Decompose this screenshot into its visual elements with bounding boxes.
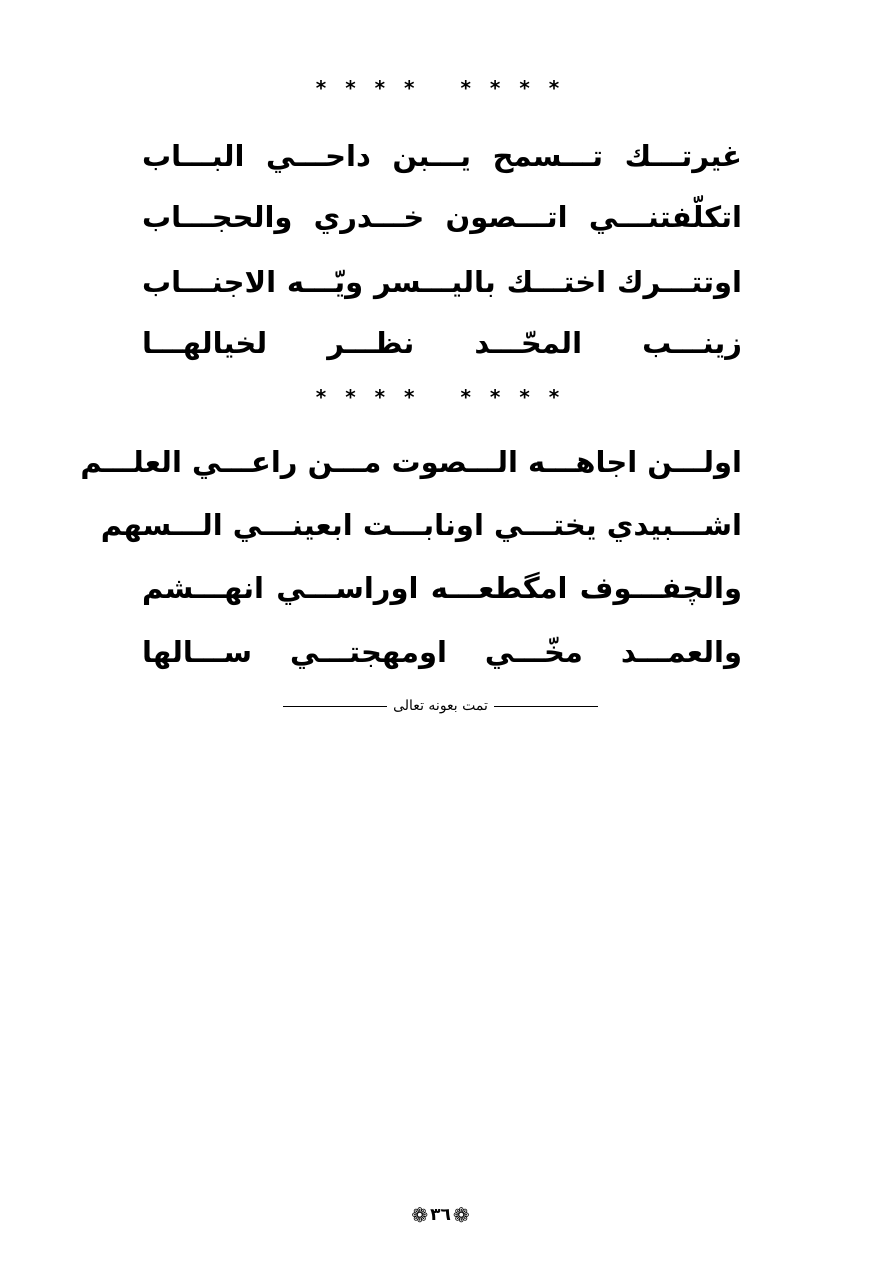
star-group-left: * * * * xyxy=(315,76,421,100)
verse-line: اولـــن اجاهـــه الـــصوت مـــن راعـــي العلـــم xyxy=(80,445,742,479)
verse-line: اوتتـــرك اختـــك باليـــسر ويّـــه الاجنـــاب xyxy=(142,265,742,299)
colophon-rule-left xyxy=(283,706,387,707)
colophon-text: تمت بعونه تعالى xyxy=(393,698,488,714)
verse-line: غيرتـــك تـــسمح يـــبن داحـــي البـــاب xyxy=(142,139,742,173)
verse-line: والچفـــوف امگطعـــه اوراســـي انهـــشم xyxy=(142,571,742,605)
verse-line: اتكلّفتنـــي اتـــصون خـــدري والحجـــاب xyxy=(142,200,742,234)
left-ornament-icon: ❁ xyxy=(411,1203,429,1227)
verse-line: والعمـــد مخّـــي اومهجتـــي ســـالها xyxy=(142,635,742,669)
star-group-left: * * * * xyxy=(315,385,421,409)
star-group-right: * * * * xyxy=(460,385,566,409)
colophon xyxy=(0,694,881,718)
star-group-right: * * * * xyxy=(460,76,566,100)
colophon-rule-right xyxy=(494,706,598,707)
right-ornament-icon: ❁ xyxy=(452,1203,470,1227)
star-separator-top xyxy=(0,76,881,100)
page-number: ٣٦ xyxy=(430,1205,451,1225)
verse-line: زينـــب المحّـــد نظـــر لخيالهـــا xyxy=(142,326,742,360)
star-separator-middle xyxy=(0,385,881,409)
verse-line: اشـــبيدي يختـــي اونابـــت ابعينـــي الـــسهم xyxy=(100,508,742,542)
page-number-block xyxy=(0,1200,881,1230)
